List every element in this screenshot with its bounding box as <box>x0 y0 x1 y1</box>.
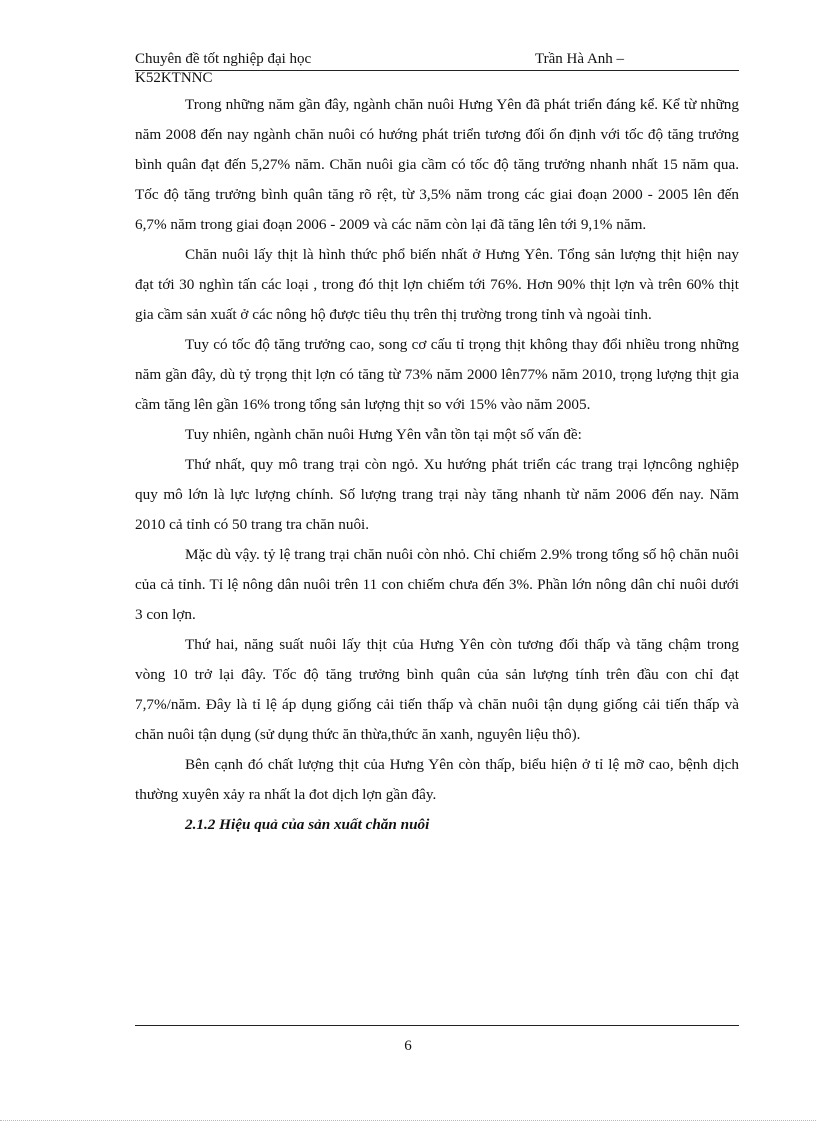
header-divider <box>135 70 739 71</box>
page-break-line <box>0 1120 816 1121</box>
paragraph: Thứ hai, năng suất nuôi lấy thịt của Hưng Yên còn tương đối thấp và tăng chậm trong vòng 10 trở lại đây. Tốc độ tăng trưởng bình quân của sản lượng tính trên đầu con chỉ đạt 7,7%/năm. Đây là tỉ lệ áp dụng giống cải tiến thấp và chăn nuôi tận dụng giống cải tiến thấp và chăn nuôi tận dụng (sử dụng thức ăn thừa,thức ăn xanh, nguyên liệu thô). <box>135 636 739 743</box>
paragraph: Bên cạnh đó chất lượng thịt của Hưng Yên còn thấp, biểu hiện ở tỉ lệ mỡ cao, bệnh dịch thường xuyên xảy ra nhất la đot dịch lợn gần đây. <box>135 756 739 803</box>
header-class-code: K52KTNNC <box>135 70 213 86</box>
body-text <box>135 90 739 840</box>
footer-divider <box>135 1025 739 1026</box>
section-heading: 2.1.2 Hiệu quả của sản xuất chăn nuôi <box>185 816 430 833</box>
header-author: Trần Hà Anh – <box>535 51 625 67</box>
paragraph: Thứ nhất, quy mô trang trại còn ngỏ. Xu hướng phát triển các trang trại lợncông nghiệp quy mô lớn là lực lượng chính. Số lượng trang trại này tăng nhanh từ năm 2006 đến nay. Năm 2010 cả tỉnh có 50 trang tra chăn nuôi. <box>135 456 739 533</box>
paragraph: Chăn nuôi lấy thịt là hình thức phổ biến nhất ở Hưng Yên. Tổng sản lượng thịt hiện nay đạt tới 30 nghìn tấn các loại , trong đó thịt lợn chiếm tới 76%. Hơn 90% thịt lợn và trên 60% thịt gia cầm sản xuất ở các nông hộ được tiêu thụ trên thị trường trong tỉnh và ngoài tỉnh. <box>135 246 739 323</box>
paragraph: Tuy có tốc độ tăng trưởng cao, song cơ cấu tỉ trọng thịt không thay đổi nhiều trong những năm gần đây, dù tỷ trọng thịt lợn có tăng từ 73% năm 2000 lên77% năm 2010, trọng lượng thịt gia cầm tăng lên gần 16% trong tổng sản lượng thịt so với 15% vào năm 2005. <box>135 336 739 413</box>
paragraph: Trong những năm gần đây, ngành chăn nuôi Hưng Yên đã phát triển đáng kể. Kể từ những năm 2008 đến nay ngành chăn nuôi có hướng phát triển tương đối ổn định với tốc độ tăng trưởng bình quân đạt đến 5,27% năm. Chăn nuôi gia cầm có tốc độ tăng trưởng nhanh nhất 15 năm qua. Tốc độ tăng trưởng bình quân tăng rõ rệt, từ 3,5% năm trong các giai đoạn 2000 - 2005 lên đến 6,7% năm trong giai đoạn 2006 - 2009 và các năm còn lại đã tăng lên tới 9,1% năm. <box>135 96 739 233</box>
paragraph: Mặc dù vậy. tỷ lệ trang trại chăn nuôi còn nhỏ. Chỉ chiếm 2.9% trong tổng số hộ chăn nuôi của cả tỉnh. Tỉ lệ nông dân nuôi trên 11 con chiếm chưa đến 3%. Phần lớn nông dân chỉ nuôi dưới 3 con lợn. <box>135 546 739 623</box>
paragraph: Tuy nhiên, ngành chăn nuôi Hưng Yên vẫn tồn tại một số vấn đề: <box>185 426 582 443</box>
header-title: Chuyên đề tốt nghiệp đại học <box>135 51 312 67</box>
page-number: 6 <box>404 1038 412 1054</box>
